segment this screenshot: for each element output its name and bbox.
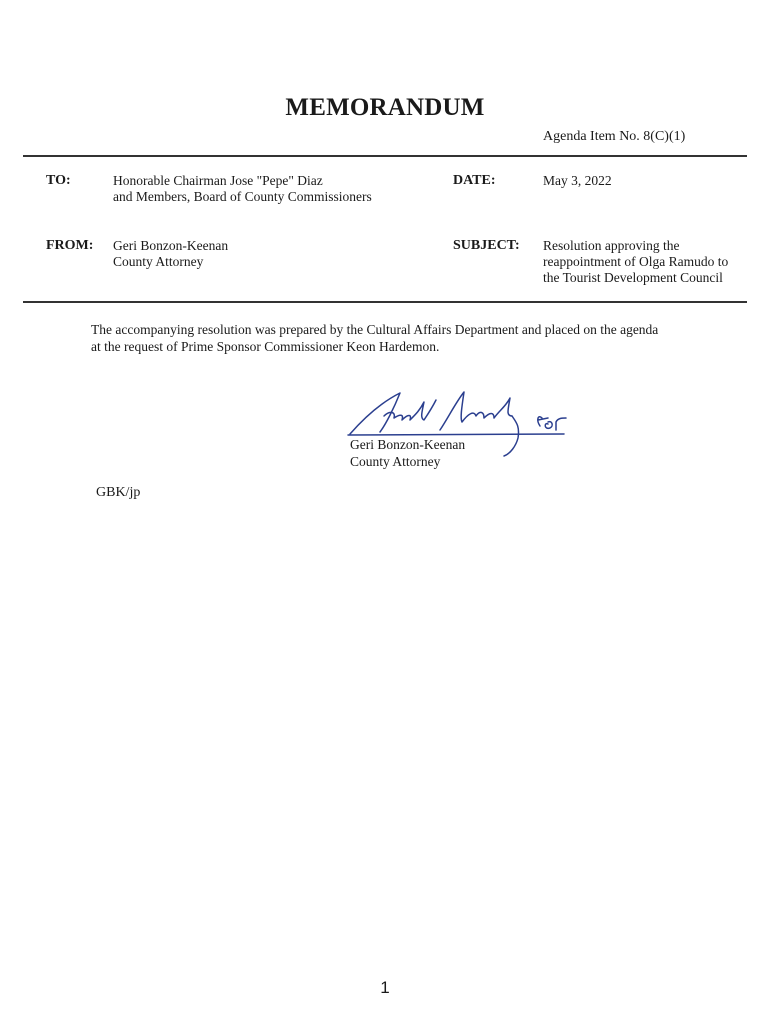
memo-title: MEMORANDUM [285, 94, 485, 121]
agenda-item-number: Agenda Item No. 8(C)(1) [543, 129, 686, 144]
body-line-2: at the request of Prime Sponsor Commissioner Keon Hardemon. [91, 339, 440, 354]
subject-label: SUBJECT: [453, 238, 520, 253]
signature-word-2 [440, 392, 512, 430]
to-recipients [113, 173, 372, 205]
date-value: May 3, 2022 [543, 173, 612, 188]
header-top-rule [23, 155, 747, 157]
signature-tail [504, 416, 519, 456]
header-bottom-rule [23, 301, 747, 303]
signatory-name: Geri Bonzon-Keenan [350, 437, 466, 452]
memo-body [91, 321, 711, 355]
from-label: FROM: [46, 238, 94, 253]
from-line-2: County Attorney [113, 254, 204, 269]
signature-block [350, 436, 465, 470]
to-line-1: Honorable Chairman Jose "Pepe" Diaz [113, 173, 323, 188]
from-line-1: Geri Bonzon-Keenan [113, 238, 229, 253]
subject-line-1: Resolution approving the [543, 238, 680, 253]
page-number: 1 [380, 978, 390, 997]
signature-underline [348, 434, 564, 435]
signature-flourish [350, 393, 400, 434]
subject-value [543, 238, 728, 286]
to-label: TO: [46, 173, 71, 188]
to-line-2: and Members, Board of County Commissioners [113, 189, 372, 204]
body-line-1: The accompanying resolution was prepared by the Cultural Affairs Department and placed on the agenda [91, 322, 659, 337]
subject-line-3: the Tourist Development Council [543, 270, 723, 285]
signature-for [538, 417, 566, 430]
date-label: DATE: [453, 173, 496, 188]
from-sender [113, 238, 228, 270]
typist-initials: GBK/jp [96, 485, 141, 500]
signatory-title: County Attorney [350, 454, 441, 469]
subject-line-2: reappointment of Olga Ramudo to [543, 254, 729, 269]
signature-word-1 [384, 400, 436, 420]
